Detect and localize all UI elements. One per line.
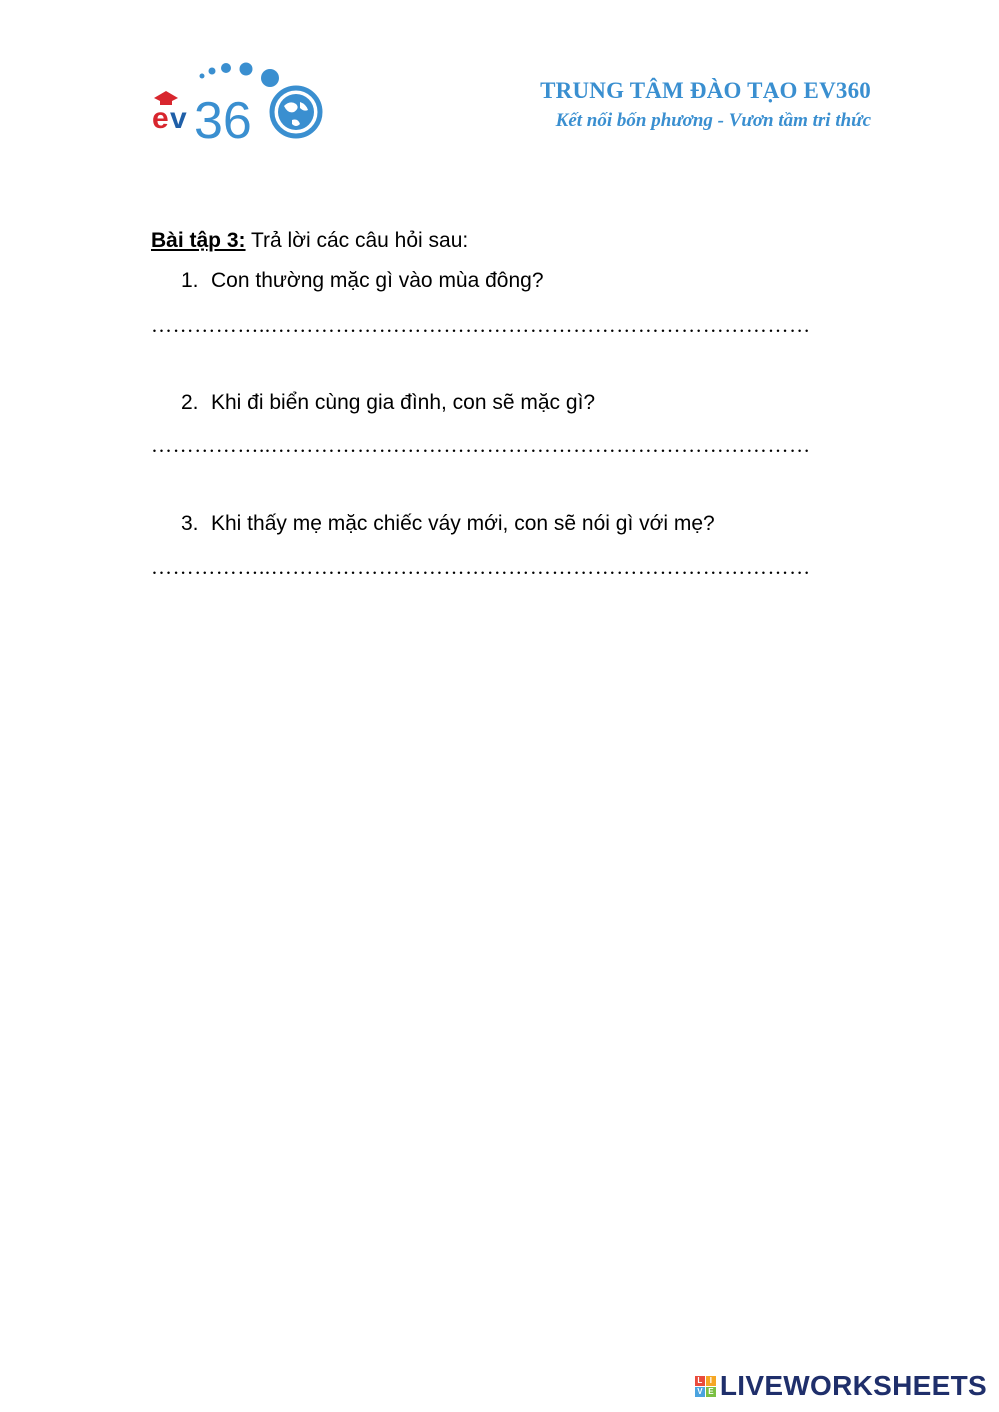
- icon-letter: I: [706, 1376, 716, 1386]
- question-number: 3.: [181, 512, 199, 535]
- exercise-instruction: Trả lời các câu hỏi sau:: [245, 229, 469, 252]
- icon-letter: L: [695, 1376, 705, 1386]
- question-text: Khi đi biển cùng gia đình, con sẽ mặc gì?: [211, 391, 596, 414]
- exercise-label: Bài tập 3:: [151, 229, 246, 252]
- answer-line-1[interactable]: ……………..…………………………………………………………………: [151, 313, 811, 337]
- question-number: 1.: [181, 269, 199, 292]
- question-2: [181, 388, 595, 418]
- svg-text:v: v: [170, 102, 187, 135]
- question-text: Con thường mặc gì vào mùa đông?: [211, 269, 544, 292]
- svg-text:36: 36: [194, 92, 252, 145]
- liveworksheets-icon: [695, 1376, 716, 1397]
- center-name: TRUNG TÂM ĐÀO TẠO EV360: [540, 78, 871, 103]
- question-number: 2.: [181, 391, 199, 414]
- answer-line-2[interactable]: ……………..…………………………………………………………………: [151, 433, 811, 457]
- icon-letter: E: [706, 1387, 716, 1397]
- header-right: [540, 78, 871, 132]
- question-text: Khi thấy mẹ mặc chiếc váy mới, con sẽ nói gì với mẹ?: [211, 512, 715, 535]
- ev360-logo: [150, 60, 325, 145]
- icon-letter: V: [695, 1387, 705, 1397]
- liveworksheets-brand: [695, 1370, 987, 1402]
- exercise-content: [151, 226, 851, 579]
- question-3: [181, 509, 715, 539]
- question-1: [181, 266, 544, 296]
- answer-line-3[interactable]: ……………..…………………………………………………………………: [151, 555, 811, 579]
- exercise-title: [151, 226, 851, 256]
- svg-text:e: e: [152, 102, 169, 135]
- center-slogan: Kết nối bốn phương - Vươn tầm tri thức: [555, 110, 871, 131]
- liveworksheets-text: LIVEWORKSHEETS: [719, 1370, 987, 1401]
